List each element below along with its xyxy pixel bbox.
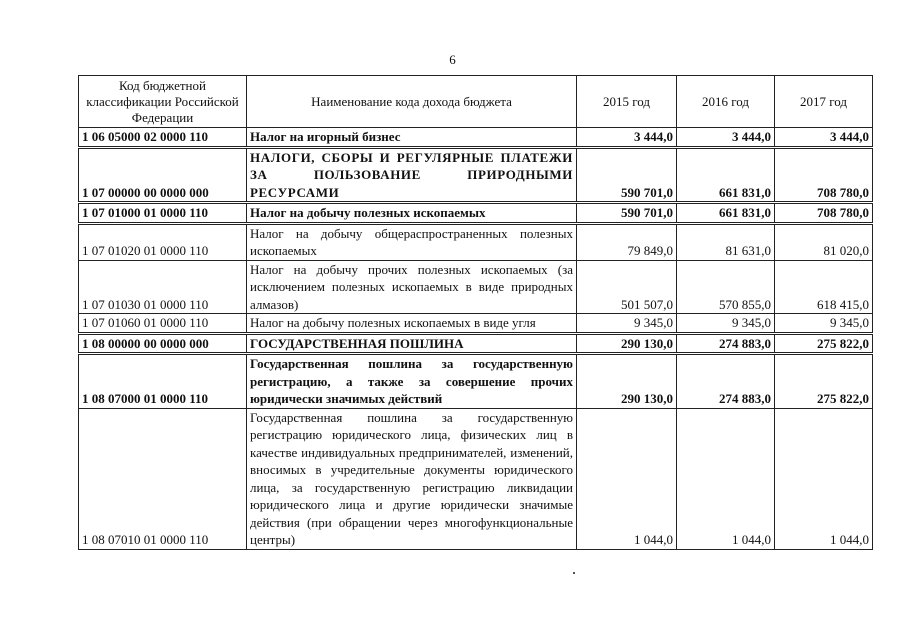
row-value-2016: 570 855,0 <box>677 260 775 314</box>
row-value-2015: 501 507,0 <box>577 260 677 314</box>
row-code: 1 07 01030 01 0000 110 <box>79 260 247 314</box>
table-row <box>79 408 873 549</box>
row-value-2017: 3 444,0 <box>775 128 873 148</box>
row-value-2016: 1 044,0 <box>677 408 775 549</box>
row-name: Налог на добычу полезных ископаемых в виде угля <box>247 314 577 334</box>
row-value-2017: 1 044,0 <box>775 408 873 549</box>
row-code: 1 07 01000 01 0000 110 <box>79 203 247 224</box>
row-value-2015: 290 130,0 <box>577 354 677 409</box>
row-name: Налог на игорный бизнес <box>247 128 577 148</box>
row-value-2015: 1 044,0 <box>577 408 677 549</box>
row-value-2016: 81 631,0 <box>677 223 775 260</box>
row-value-2015: 590 701,0 <box>577 147 677 203</box>
header-2017: 2017 год <box>775 76 873 128</box>
header-2015: 2015 год <box>577 76 677 128</box>
header-2016: 2016 год <box>677 76 775 128</box>
row-code: 1 08 07010 01 0000 110 <box>79 408 247 549</box>
row-value-2016: 274 883,0 <box>677 354 775 409</box>
page-number: 6 <box>449 52 456 67</box>
row-value-2015: 9 345,0 <box>577 314 677 334</box>
row-value-2017: 275 822,0 <box>775 354 873 409</box>
row-value-2017: 708 780,0 <box>775 147 873 203</box>
row-code: 1 08 00000 00 0000 000 <box>79 333 247 354</box>
row-name: ГОСУДАРСТВЕННАЯ ПОШЛИНА <box>247 333 577 354</box>
row-value-2017: 708 780,0 <box>775 203 873 224</box>
row-name: Налог на добычу полезных ископаемых <box>247 203 577 224</box>
row-code: 1 08 07000 01 0000 110 <box>79 354 247 409</box>
table-row <box>79 333 873 354</box>
row-value-2015: 290 130,0 <box>577 333 677 354</box>
row-value-2017: 275 822,0 <box>775 333 873 354</box>
table-row <box>79 223 873 260</box>
row-value-2015: 3 444,0 <box>577 128 677 148</box>
row-value-2016: 661 831,0 <box>677 203 775 224</box>
row-value-2016: 9 345,0 <box>677 314 775 334</box>
row-name: Налог на добычу прочих полезных ископаемых (за исключением полезных ископаемых в виде природных алмазов) <box>247 260 577 314</box>
row-value-2015: 79 849,0 <box>577 223 677 260</box>
row-name: Налог на добычу общераспространенных полезных ископаемых <box>247 223 577 260</box>
table-row <box>79 260 873 314</box>
row-value-2017: 9 345,0 <box>775 314 873 334</box>
row-value-2016: 3 444,0 <box>677 128 775 148</box>
table-row <box>79 128 873 148</box>
header-code: Код бюджетной классификации Российской Федерации <box>79 76 247 128</box>
scan-speck <box>573 572 575 574</box>
row-name: НАЛОГИ, СБОРЫ И РЕГУЛЯРНЫЕ ПЛАТЕЖИ ЗА ПОЛЬЗОВАНИЕ ПРИРОДНЫМИ РЕСУРСАМИ <box>247 147 577 203</box>
table-row <box>79 314 873 334</box>
row-name: Государственная пошлина за государственную регистрацию юридического лица, физических лиц в качестве индивидуальных предпринимателей, изменений, вносимых в учредительные документы юридического лица, за государственную регистрацию ликвидации юридического лица и другие юридически значимые действия (при обращении через многофункциональные центры) <box>247 408 577 549</box>
row-name: Государственная пошлина за государственную регистрацию, а также за совершение прочих юридически значимых действий <box>247 354 577 409</box>
row-value-2015: 590 701,0 <box>577 203 677 224</box>
row-value-2017: 618 415,0 <box>775 260 873 314</box>
row-value-2016: 274 883,0 <box>677 333 775 354</box>
budget-revenue-table <box>78 75 873 550</box>
row-code: 1 06 05000 02 0000 110 <box>79 128 247 148</box>
row-value-2017: 81 020,0 <box>775 223 873 260</box>
row-code: 1 07 01060 01 0000 110 <box>79 314 247 334</box>
table-row <box>79 203 873 224</box>
row-code: 1 07 00000 00 0000 000 <box>79 147 247 203</box>
table-header-row <box>79 76 873 128</box>
row-code: 1 07 01020 01 0000 110 <box>79 223 247 260</box>
table-row <box>79 147 873 203</box>
row-value-2016: 661 831,0 <box>677 147 775 203</box>
table-row <box>79 354 873 409</box>
header-name: Наименование кода дохода бюджета <box>247 76 577 128</box>
